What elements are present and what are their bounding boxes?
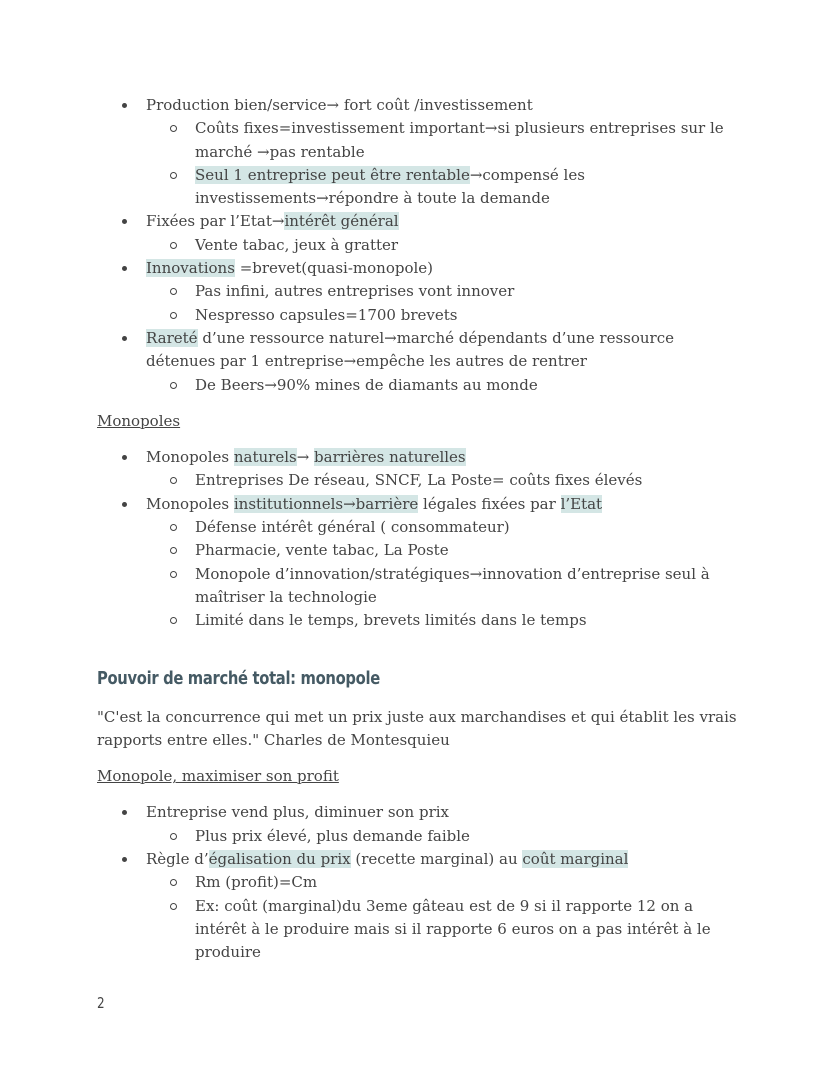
highlight: l’Etat (560, 494, 603, 513)
list-item (97, 234, 737, 257)
causes-list (97, 94, 737, 397)
list-item (97, 94, 737, 117)
list-item (97, 516, 737, 539)
list-item-text: Entreprise vend plus, diminuer son prix (146, 803, 450, 822)
highlight: Innovations (146, 259, 235, 278)
list-item (97, 210, 737, 233)
list-item-text: d’une ressource naturel→marché dépendants d’une ressource détenues par 1 entreprise→empêche les autres de rentrer (146, 328, 674, 371)
list-item-text: →compensé les investissements→répondre à toute la demande (195, 165, 585, 208)
highlight: intérêt général (284, 212, 399, 231)
page-number: 2 (97, 994, 105, 1012)
list-item (97, 848, 737, 871)
list-item-text: Pharmacie, vente tabac, La Poste (195, 541, 449, 560)
list-item (97, 446, 737, 469)
list-item-text: → (296, 448, 315, 467)
list-item (97, 164, 737, 211)
monopoles-list (97, 446, 737, 632)
list-item (97, 117, 737, 164)
list-item (97, 304, 737, 327)
highlight: égalisation du prix (208, 850, 351, 869)
list-item (97, 825, 737, 848)
list-item (97, 493, 737, 516)
list-item-text: =brevet(quasi-monopole) (234, 259, 434, 278)
list-item-text: Nespresso capsules=1700 brevets (195, 305, 458, 324)
list-item-text: Limité dans le temps, brevets limités dans le temps (195, 611, 587, 630)
list-item (97, 469, 737, 492)
list-item-text: Ex: coût (marginal)du 3eme gâteau est de 9 si il rapporte 12 on a intérêt à le produire mais si il rapporte 6 euros on a pas intérêt à le produire (195, 896, 711, 962)
list-item-text: Plus prix élevé, plus demande faible (195, 826, 470, 845)
profit-list (97, 801, 737, 964)
list-item-text: De Beers→90% mines de diamants au monde (195, 375, 538, 394)
list-item-text: légales fixées par (418, 494, 561, 513)
list-item-text: Défense intérêt général ( consommateur) (195, 518, 510, 537)
quote: "C'est la concurrence qui met un prix juste aux marchandises et qui établit les vrais rapports entre elles." Charles de Montesquieu (97, 707, 737, 749)
highlight: naturels (233, 448, 297, 467)
list-item (97, 563, 737, 610)
list-item (97, 895, 737, 965)
list-item (97, 801, 737, 824)
highlight: barrières naturelles (314, 448, 466, 467)
list-item (97, 609, 737, 632)
list-item-text: (recette marginal) au (350, 850, 523, 869)
list-item (97, 257, 737, 280)
list-item-text: Règle d’ (146, 850, 209, 869)
list-item (97, 327, 737, 374)
list-item-text: Entreprises De réseau, SNCF, La Poste= coûts fixes élevés (195, 471, 643, 490)
list-item-text: Pas infini, autres entreprises vont innover (195, 282, 515, 301)
highlight: coût marginal (522, 850, 629, 869)
highlight: Rareté (146, 328, 198, 347)
list-item-text: Rm (profit)=Cm (195, 873, 318, 892)
profit-heading: Monopole, maximiser son profit (97, 767, 339, 786)
list-item-text: Vente tabac, jeux à gratter (195, 235, 399, 254)
list-item-text: Monopoles (146, 494, 234, 513)
list-item-text: Monopoles (146, 448, 234, 467)
list-item (97, 374, 737, 397)
section-title: Pouvoir de marché total: monopole (97, 667, 380, 689)
list-item (97, 539, 737, 562)
list-item-text: Monopole d’innovation/stratégiques→innovation d’entreprise seul à maîtriser la technologie (195, 564, 710, 606)
list-item-text: Fixées par l’Etat→ (146, 212, 285, 231)
list-item-text: Production bien/service→ fort coût /investissement (146, 96, 533, 114)
list-item (97, 871, 737, 894)
page-content (97, 94, 737, 965)
highlight: Seul 1 entreprise peut être rentable (195, 165, 470, 184)
highlight: institutionnels→barrière (233, 494, 419, 513)
monopoles-heading: Monopoles (97, 411, 181, 430)
list-item (97, 280, 737, 303)
list-item-text: Coûts fixes=investissement important→si plusieurs entreprises sur le marché →pas rentable (195, 119, 724, 161)
